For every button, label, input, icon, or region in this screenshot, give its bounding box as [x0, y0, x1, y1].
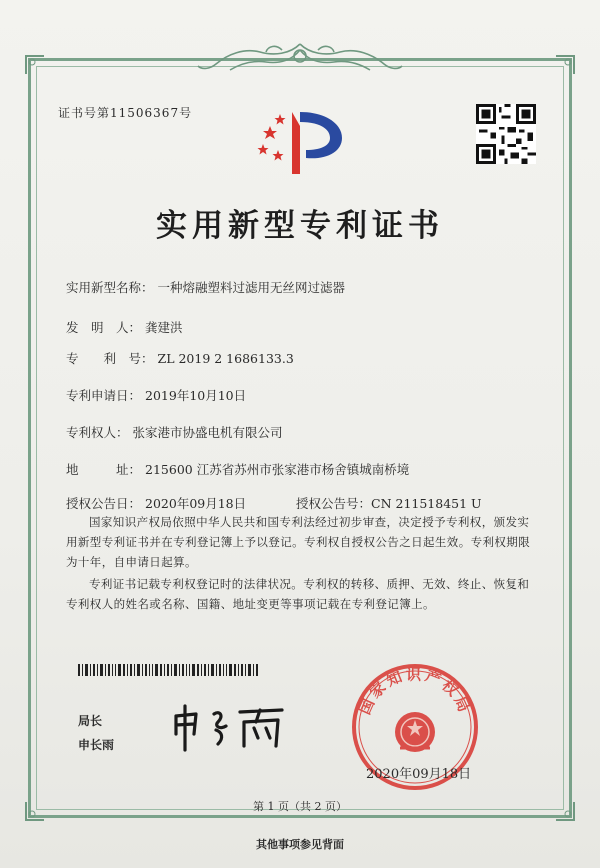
grant-statement-paragraph: 国家知识产权局依照中华人民共和国专利法经过初步审查，决定授予专利权，颁发实用新型专利证书并在专利登记簿上予以登记。专利权自授权公告之日起生效。专利权期限为十年，自申请日起算。 — [66, 515, 531, 569]
address-field — [66, 460, 409, 478]
corner-ornament-top-left — [24, 54, 46, 76]
address-label: 地 址： — [66, 462, 142, 477]
seal-date: 2020年09月18日 — [366, 767, 472, 782]
inventor-value: 龚建洪 — [145, 320, 183, 335]
qr-code — [476, 104, 536, 164]
filing-date-field — [66, 386, 246, 404]
certificate-title: 实用新型专利证书 — [156, 208, 444, 244]
legal-status-paragraph: 专利证书记载专利权登记时的法律状况。专利权的转移、质押、无效、终止、恢复和专利权人的姓名或名称、国籍、地址变更等事项记载在专利登记簿上。 — [66, 577, 530, 611]
patent-number-field — [66, 349, 294, 367]
grant-announcement-date-value: 2020年09月18日 — [145, 496, 247, 511]
top-ornament — [196, 40, 404, 76]
utility-model-name-value: 一种熔融塑料过滤用无丝网过滤器 — [157, 280, 346, 295]
inventor-field — [66, 318, 183, 336]
seal-text: 国家知识产权局 — [355, 665, 475, 718]
barcode — [78, 664, 258, 676]
patent-number-label: 专 利 号： — [66, 351, 154, 366]
certificate-number: 证书号第11506367号 — [58, 106, 193, 120]
patentee-field — [66, 423, 283, 441]
grant-announcement-date-label: 授权公告日： — [66, 496, 142, 511]
inventor-label: 发 明 人： — [66, 320, 142, 335]
director-signature — [170, 700, 300, 752]
grant-announcement-date-field — [66, 494, 246, 512]
corner-ornament-top-right — [554, 54, 576, 76]
filing-date-value: 2019年10月10日 — [145, 388, 247, 403]
page-indicator: 第 1 页（共 2 页） — [253, 800, 347, 813]
footer-note: 其他事项参见背面 — [256, 838, 344, 851]
address-value: 215600 江苏省苏州市张家港市杨舍镇城南桥境 — [145, 462, 410, 477]
patent-number-value: ZL 2019 2 1686133.3 — [157, 351, 294, 366]
filing-date-label: 专利申请日： — [66, 388, 142, 403]
patentee-label: 专利权人： — [66, 425, 129, 440]
utility-model-name-field — [66, 278, 345, 296]
utility-model-name-label: 实用新型名称： — [66, 280, 154, 295]
director-name: 申长雨 — [78, 738, 115, 752]
cnipa-logo — [256, 106, 348, 176]
patentee-value: 张家港市协盛电机有限公司 — [132, 425, 283, 440]
grant-announcement-number-field — [296, 494, 482, 512]
svg-text:国家知识产权局 — [356, 665, 475, 717]
director-title: 局长 — [78, 714, 103, 728]
grant-announcement-number-value: CN 211518451 U — [371, 496, 482, 511]
grant-announcement-number-label: 授权公告号： — [296, 496, 372, 511]
